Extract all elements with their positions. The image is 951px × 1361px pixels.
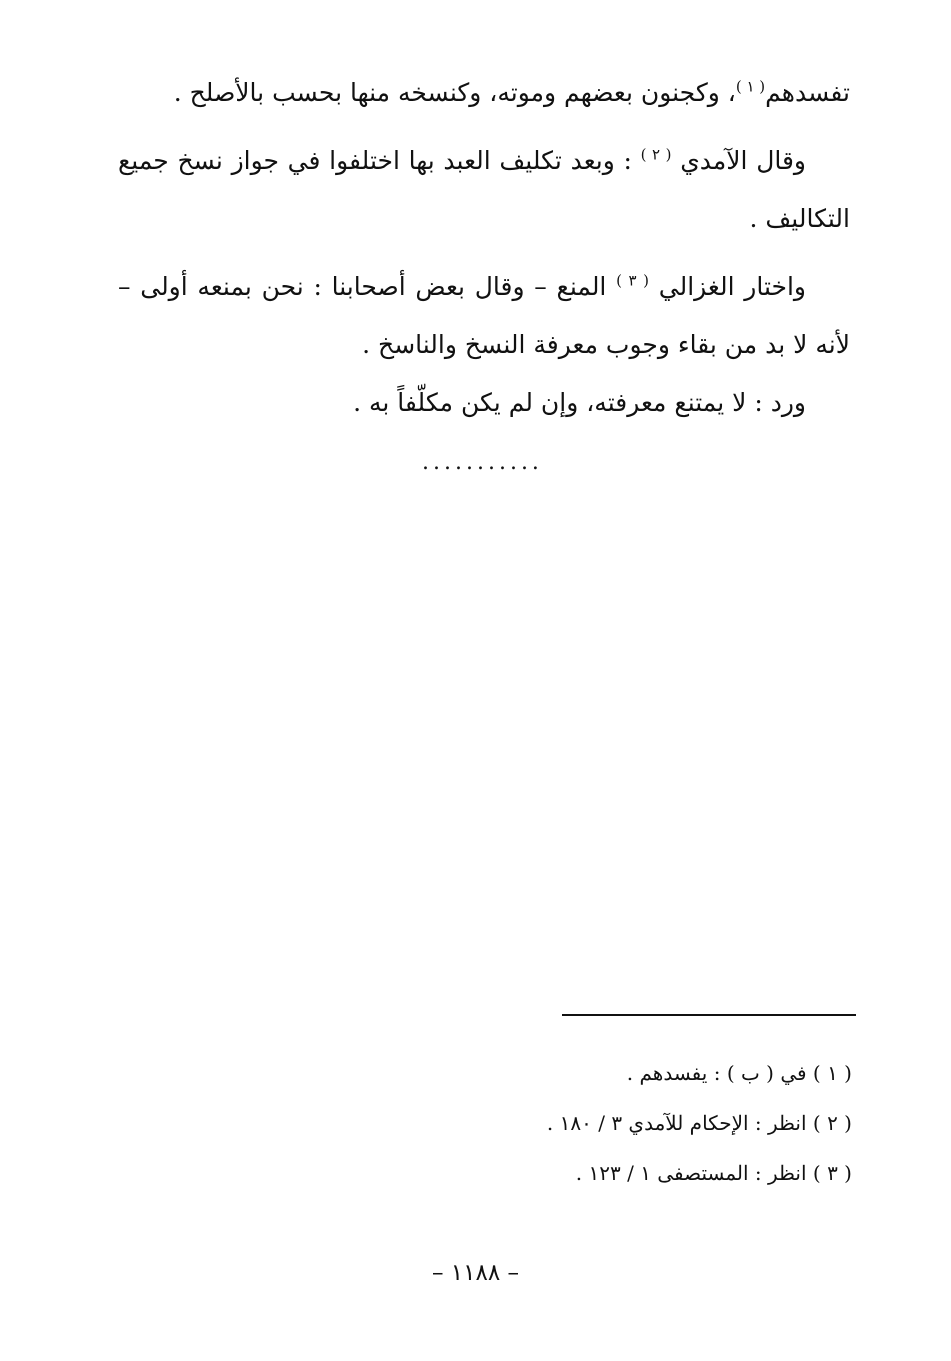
paragraph-1	[118, 64, 850, 122]
footnote-ref-1: ( ١ )	[735, 77, 766, 96]
page-number: – ١١٨٨ –	[431, 1260, 520, 1286]
footnote-3: ( ٣ ) انظر : المستصفى ١ / ١٢٣ .	[575, 1161, 852, 1185]
paragraph-1-text-before: تفسدهم	[765, 78, 850, 107]
paragraph-1-text-after: ، وكجنون بعضهم وموته، وكنسخه منها بحسب بالأصلح .	[173, 78, 736, 107]
paragraph-3	[118, 258, 850, 374]
paragraph-4: ورد : لا يمتنع معرفته، وإن لم يكن مكلّفاً به .	[353, 388, 806, 417]
paragraph-2	[118, 132, 850, 248]
footnotes	[300, 1048, 852, 1198]
paragraph-3-text-before: واختار الغزالي	[658, 272, 806, 301]
footnote-2: ( ٢ ) انظر : الإحكام للآمدي ٣ / ١٨٠ .	[546, 1111, 852, 1135]
paragraph-2-text-before: وقال الآمدي	[680, 146, 807, 175]
section-separator-dots: ...........	[422, 450, 543, 475]
footnote-1: ( ١ ) في ( ب ) : يفسدهم .	[626, 1061, 852, 1085]
footnote-ref-3: ( ٣ )	[616, 271, 649, 290]
footnote-divider	[562, 1014, 856, 1016]
paragraph-3-text-after: المنع – وقال بعض أصحابنا : نحن بمنعه أولى – لأنه لا بد من بقاء وجوب معرفة النسخ والناسخ .	[118, 272, 850, 359]
footnote-ref-2: ( ٢ )	[640, 145, 672, 164]
main-text	[118, 64, 850, 432]
paragraph-2-text-after: : وبعد تكليف العبد بها اختلفوا في جواز نسخ جميع التكاليف .	[118, 146, 850, 233]
